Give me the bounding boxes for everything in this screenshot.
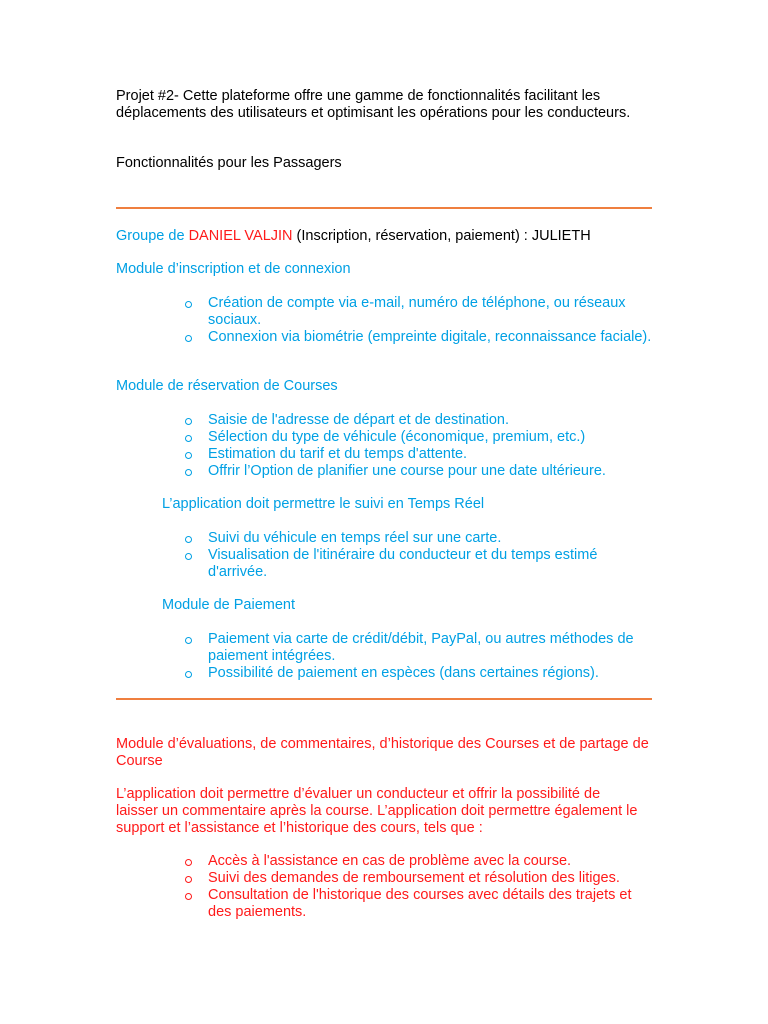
circle-bullet-icon: [185, 876, 192, 883]
list-item: Création de compte via e-mail, numéro de téléphone, ou réseaux sociaux.: [185, 295, 655, 329]
circle-bullet-icon: [185, 301, 192, 308]
circle-bullet-icon: [185, 671, 192, 678]
section-divider-bottom: [116, 698, 652, 700]
module-suivi-title: L’application doit permettre le suivi en Temps Réel: [162, 496, 485, 512]
list-item: Offrir l’Option de planifier une course pour une date ultérieure.: [185, 463, 655, 480]
group-leader: DANIEL VALJIN: [188, 228, 293, 244]
section-divider-top: [116, 207, 652, 209]
section-subtitle: Fonctionnalités pour les Passagers: [116, 155, 342, 171]
list-item: Visualisation de l'itinéraire du conducteur et du temps estimé d'arrivée.: [185, 547, 655, 581]
intro-paragraph: Projet #2- Cette plateforme offre une gamme de fonctionnalités facilitant les déplacements des utilisateurs et optimisant les opérations pour les conducteurs.: [116, 88, 631, 121]
module-reservation-title: Module de réservation de Courses: [116, 378, 338, 394]
module-paiement-title: Module de Paiement: [162, 597, 295, 613]
circle-bullet-icon: [185, 335, 192, 342]
module-reservation-list: [185, 412, 655, 480]
circle-bullet-icon: [185, 469, 192, 476]
evaluation-title: Module d’évaluations, de commentaires, d’historique des Courses et de partage de Course: [116, 736, 649, 769]
group-line: [116, 228, 656, 245]
circle-bullet-icon: [185, 637, 192, 644]
module-inscription-list: [185, 295, 655, 346]
circle-bullet-icon: [185, 893, 192, 900]
list-item: Suivi des demandes de remboursement et résolution des litiges.: [185, 870, 655, 887]
list-item: Saisie de l'adresse de départ et de destination.: [185, 412, 655, 429]
list-item: Estimation du tarif et du temps d'attente.: [185, 446, 655, 463]
module-suivi-list: [185, 530, 655, 581]
list-item: Possibilité de paiement en espèces (dans certaines régions).: [185, 665, 655, 682]
list-item: Consultation de l'historique des courses avec détails des trajets et des paiements.: [185, 887, 655, 921]
list-item: Paiement via carte de crédit/débit, PayPal, ou autres méthodes de paiement intégrées.: [185, 631, 655, 665]
circle-bullet-icon: [185, 418, 192, 425]
circle-bullet-icon: [185, 452, 192, 459]
evaluation-list: [185, 853, 655, 921]
circle-bullet-icon: [185, 536, 192, 543]
circle-bullet-icon: [185, 553, 192, 560]
list-item: Accès à l'assistance en cas de problème avec la course.: [185, 853, 655, 870]
group-suffix: (Inscription, réservation, paiement) : JULIETH: [292, 228, 591, 244]
circle-bullet-icon: [185, 435, 192, 442]
group-prefix: Groupe de: [116, 228, 189, 244]
list-item: Sélection du type de véhicule (économique, premium, etc.): [185, 429, 655, 446]
circle-bullet-icon: [185, 859, 192, 866]
list-item: Suivi du véhicule en temps réel sur une carte.: [185, 530, 655, 547]
module-paiement-list: [185, 631, 655, 682]
list-item: Connexion via biométrie (empreinte digitale, reconnaissance faciale).: [185, 329, 655, 346]
evaluation-paragraph: L’application doit permettre d’évaluer un conducteur et offrir la possibilité de laisser un commentaire après la course. L’application doit permettre également le support et l’assistance et l’historique des cours, tels que :: [116, 786, 638, 836]
module-inscription-title: Module d’inscription et de connexion: [116, 261, 351, 277]
